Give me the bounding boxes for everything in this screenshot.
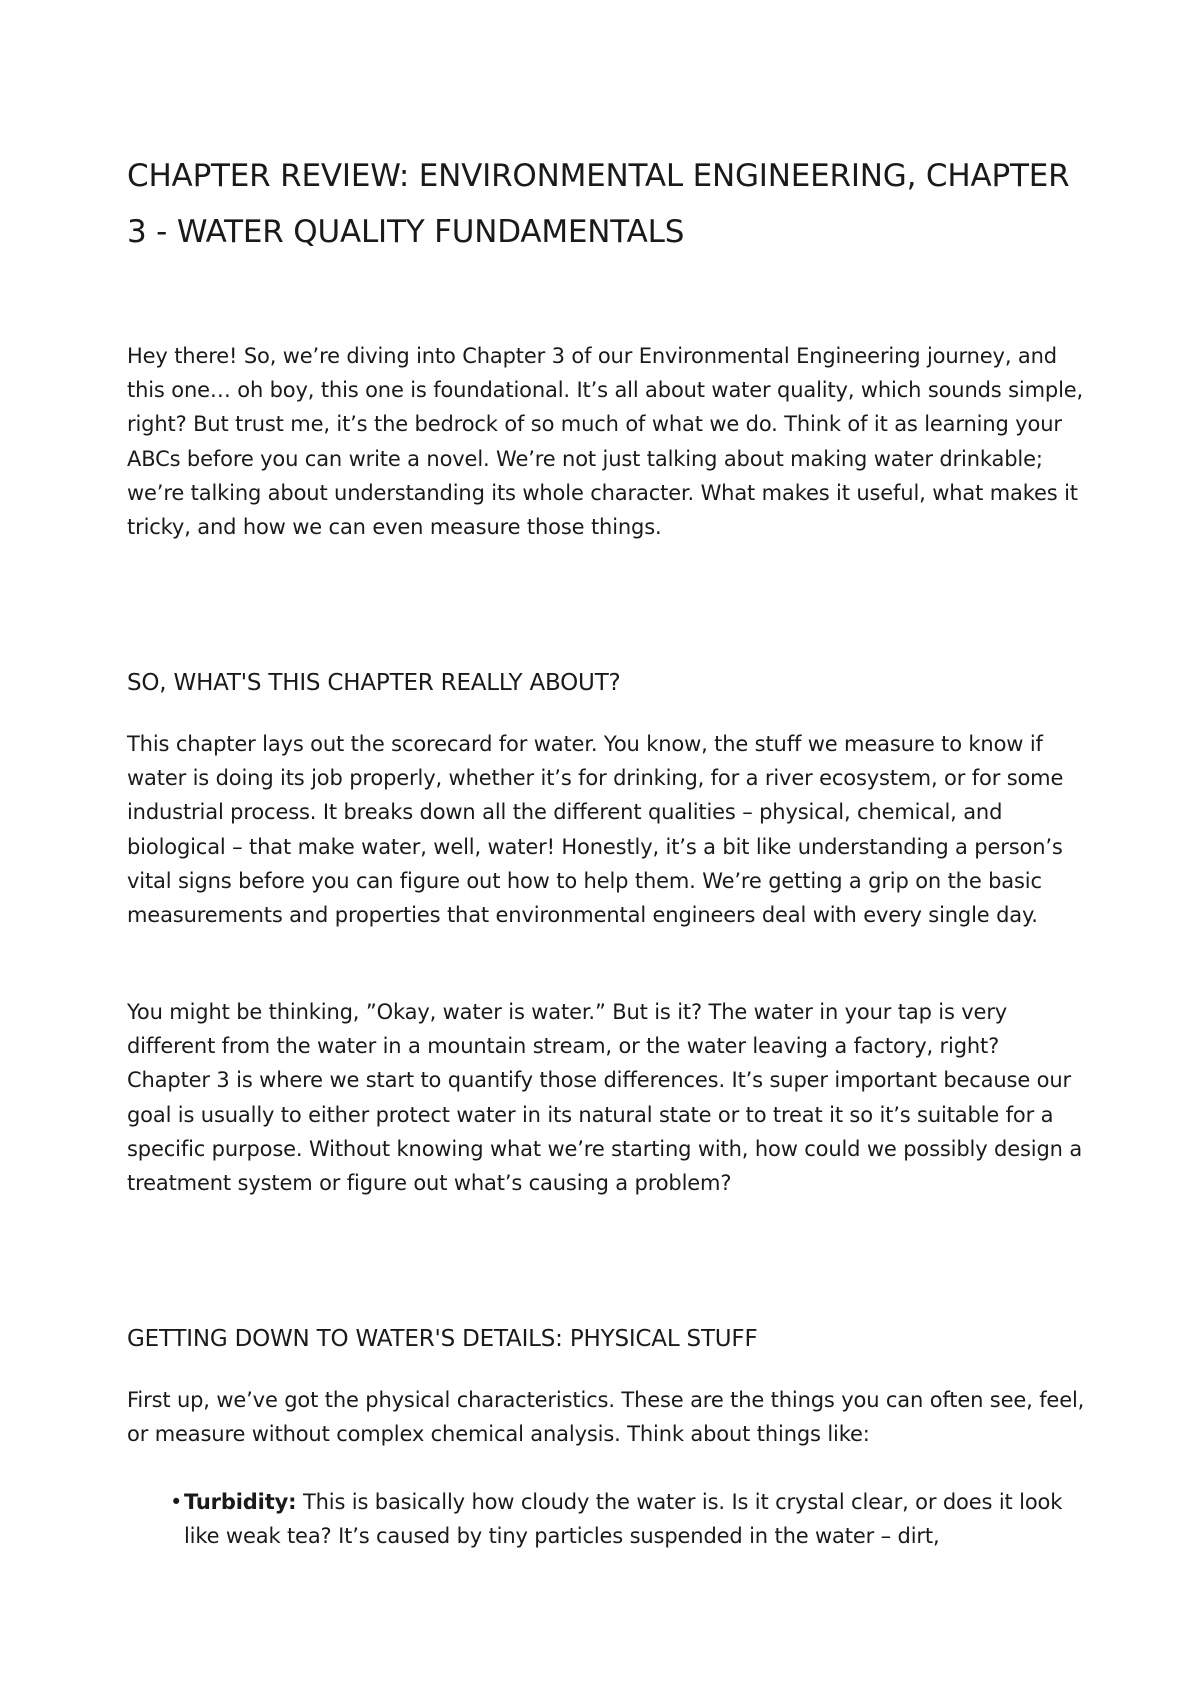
list-item-term: Turbidity: <box>184 1490 297 1514</box>
document-title: CHAPTER REVIEW: ENVIRONMENTAL ENGINEERING, CHAPTER 3 - WATER QUALITY FUNDAMENTALS <box>127 158 1070 250</box>
section-heading-chapter-about: SO, WHAT'S THIS CHAPTER REALLY ABOUT? <box>127 670 621 696</box>
physical-characteristics-list <box>170 1485 1070 1553</box>
section-1-paragraph-1: This chapter lays out the scorecard for water. You know, the stuff we measure to know if water is doing its job properly, whether it’s for drinking, for a river ecosystem, or for some industrial process. It breaks down all the different qualities – physical, chemical, and biological – that make water, well, water! Honestly, it’s a bit like understanding a person’s vital signs before you can figure out how to help them. We’re getting a grip on the basic measurements and properties that environmental engineers deal with every single day. <box>127 732 1064 928</box>
section-1-paragraph-2: You might be thinking, ”Okay, water is water.” But is it? The water in your tap is very different from the water in a mountain stream, or the water leaving a factory, right? Chapter 3 is where we start to quantify those differences. It’s super important because our goal is usually to either protect water in its natural state or to treat it so it’s suitable for a specific purpose. Without knowing what we’re starting with, how could we possibly design a treatment system or figure out what’s causing a problem? <box>127 1000 1083 1196</box>
list-item-text: This is basically how cloudy the water is. Is it crystal clear, or does it look like weak tea? It’s caused by tiny particles suspended in the water – dirt, <box>184 1490 1063 1549</box>
intro-paragraph: Hey there! So, we’re diving into Chapter 3 of our Environmental Engineering journey, and this one… oh boy, this one is foundational. It’s all about water quality, which sounds simple, right? But trust me, it’s the bedrock of so much of what we do. Think of it as learning your ABCs before you can write a novel. We’re not just talking about making water drinkable; we’re talking about understanding its whole character. What makes it useful, what makes it tricky, and how we can even measure those things. <box>127 344 1084 540</box>
section-2-paragraph-1: First up, we’ve got the physical characteristics. These are the things you can often see, feel, or measure without complex chemical analysis. Think about things like: <box>127 1388 1085 1447</box>
list-item <box>170 1485 1070 1553</box>
bullet-icon: • <box>170 1490 183 1514</box>
section-heading-physical-stuff: GETTING DOWN TO WATER'S DETAILS: PHYSICAL STUFF <box>127 1326 758 1352</box>
